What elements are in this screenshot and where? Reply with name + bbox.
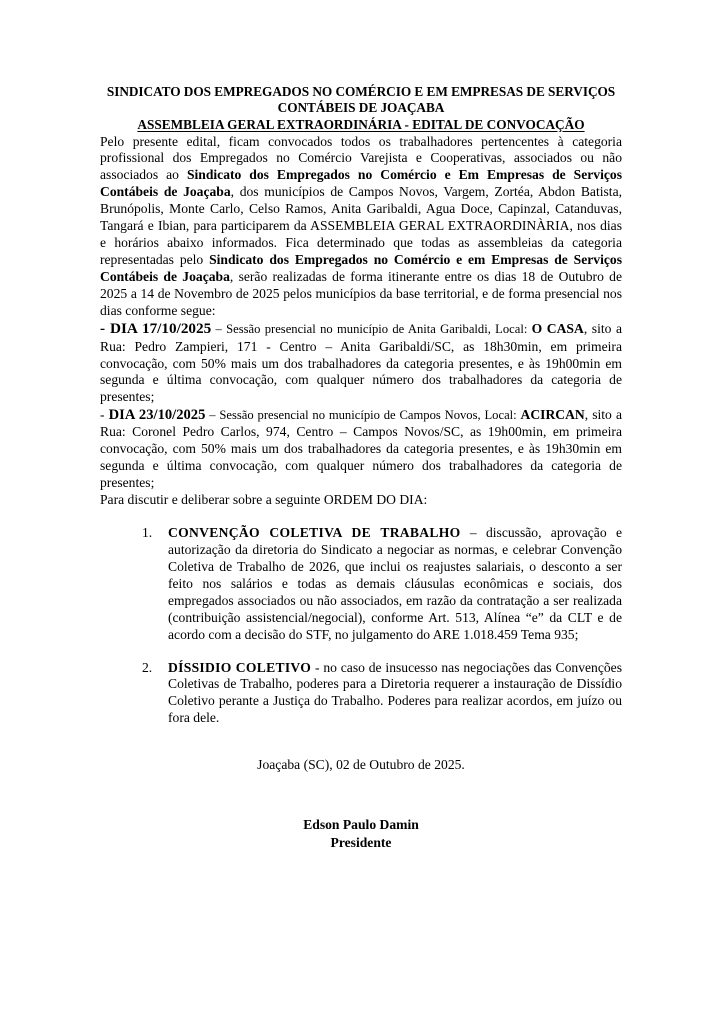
spacer-signature-gap [100, 774, 622, 804]
signer-name: Edson Paulo Damin [303, 817, 419, 833]
session-1-date: DIA 17/10/2025 [110, 319, 212, 337]
session-1-venue: O CASA [531, 320, 584, 336]
intro-paragraph [100, 134, 622, 320]
agenda-item-1-heading: CONVENÇÃO COLETIVA DE TRABALHO [168, 525, 461, 541]
spacer-signature-gap-2 [100, 804, 622, 816]
agenda-item-1 [122, 525, 622, 643]
agenda-list [100, 525, 622, 727]
closing-place-and-date: Joaçaba (SC), 02 de Outubro de 2025. [257, 757, 465, 773]
document-body [100, 84, 622, 851]
agenda-item-2-heading: DÍSSIDIO COLETIVO [168, 659, 312, 675]
intro-text-part-1: Pelo presente edital, ficam convocados todos os trabalhadores pertencentes à categoria profissional dos Empregados no Comércio Varejista e Cooperativas, associados ou não associados ao [100, 133, 622, 183]
spacer-before-agenda [100, 509, 622, 525]
signer-role: Presidente [330, 834, 392, 850]
document-title: ASSEMBLEIA GERAL EXTRAORDINÁRIA - EDITAL DE CONVOCAÇÃO [137, 116, 585, 132]
intro-text-part-2: , dos municípios de Campos Novos, Vargem, Zortéa, Abdon Batista, Brunópolis, Monte Carlo, Celso Ramos, Anita Garibaldi, Agua Doce, Capinzal, Catanduvas, Tangará e Ibian, para participarem da ASSEMBLEIA GERAL EXTRAORDINÀRIA, nos dias e horários abaixo informados. Fica determinado que todas as assembleias da categoria representadas pelo [100, 184, 622, 268]
session-2-venue: ACIRCAN [520, 407, 585, 423]
agenda-lead-in: Para discutir e deliberar sobre a seguinte ORDEM DO DIA: [100, 492, 428, 508]
session-2-prefix: - [100, 407, 109, 423]
agenda-item-1-body: – discussão, aprovação e autorização da diretoria do Sindicato a negociar as normas, e celebrar Convenção Coletiva de Trabalho de 2026, que inclui os reajustes salariais, o desconto a ser feito nos salários e todas as demais cláusulas econômicas e sociais, dos empregados associados ou não associados, em razão da contratação a ser realizada (contribuição assistencial/negocial), conforme Art. 513, Alínea “e” da CLT e de acordo com a decisão do STF, no julgamento do ARE 1.018.459 Tema 935; [168, 525, 622, 642]
spacer-between-agenda-items [100, 644, 622, 660]
organization-name-line-1: SINDICATO DOS EMPREGADOS NO COMÉRCIO E EM EMPRESAS DE SERVIÇOS [106, 84, 616, 99]
spacer-before-closing [100, 727, 622, 757]
session-1-prefix: - [100, 319, 111, 337]
organization-name-line-2: CONTÁBEIS DE JOAÇABA [277, 100, 445, 116]
session-2-text-after-venue: , sito a Rua: Coronel Pedro Carlos, 974, Centro – Campos Novos/SC, as 19h00min, em primeira convocação, com 50% mais um dos trabalhadores da categoria presentes, e às 19h30min em segunda e última convocação, com qualquer número dos trabalhadores da categoria de presentes; [100, 407, 622, 491]
session-2-text-before-venue: – Sessão presencial no município de Campos Novos, Local: [205, 408, 521, 423]
union-name-bold-2: Sindicato dos Empregados no Comércio e em Empresas de Serviços Contábeis de Joaçaba [100, 252, 622, 284]
union-name-bold-1: Sindicato dos Empregados no Comércio e Em Empresas de Serviços Contábeis de Joaçaba [100, 167, 622, 200]
intro-text-part-3: , serão realizadas de forma itinerante entre os dias 18 de Outubro de 2025 a 14 de Novembro de 2025 pelos municípios da base territorial, e de forma presencial nos dias conforme segue: [100, 268, 622, 318]
session-entry-2 [100, 406, 622, 492]
session-1-text-after-venue: , sito a Rua: Pedro Zampieri, 171 - Centro – Anita Garibaldi/SC, as 18h30min, em primeira convocação, com 50% mais um dos trabalhadores da categoria presentes, e às 19h00min em segunda e última convocação, com qualquer número dos trabalhadores da categoria de presentes; [100, 320, 623, 405]
agenda-item-2-body: - no caso de insucesso nas negociações das Convenções Coletivas de Trabalho, poderes para a Diretoria requerer a instauração de Dissídio Coletivo perante a Justiça do Trabalho. Poderes para realizar acordos, em juízo ou fora dele. [168, 659, 622, 726]
session-2-date: DIA 23/10/2025 [108, 407, 206, 424]
session-entry-1 [100, 320, 622, 407]
session-1-text-before-venue: – Sessão presencial no município de Anita Garibaldi, Local: [211, 321, 532, 336]
agenda-item-2 [122, 660, 622, 728]
